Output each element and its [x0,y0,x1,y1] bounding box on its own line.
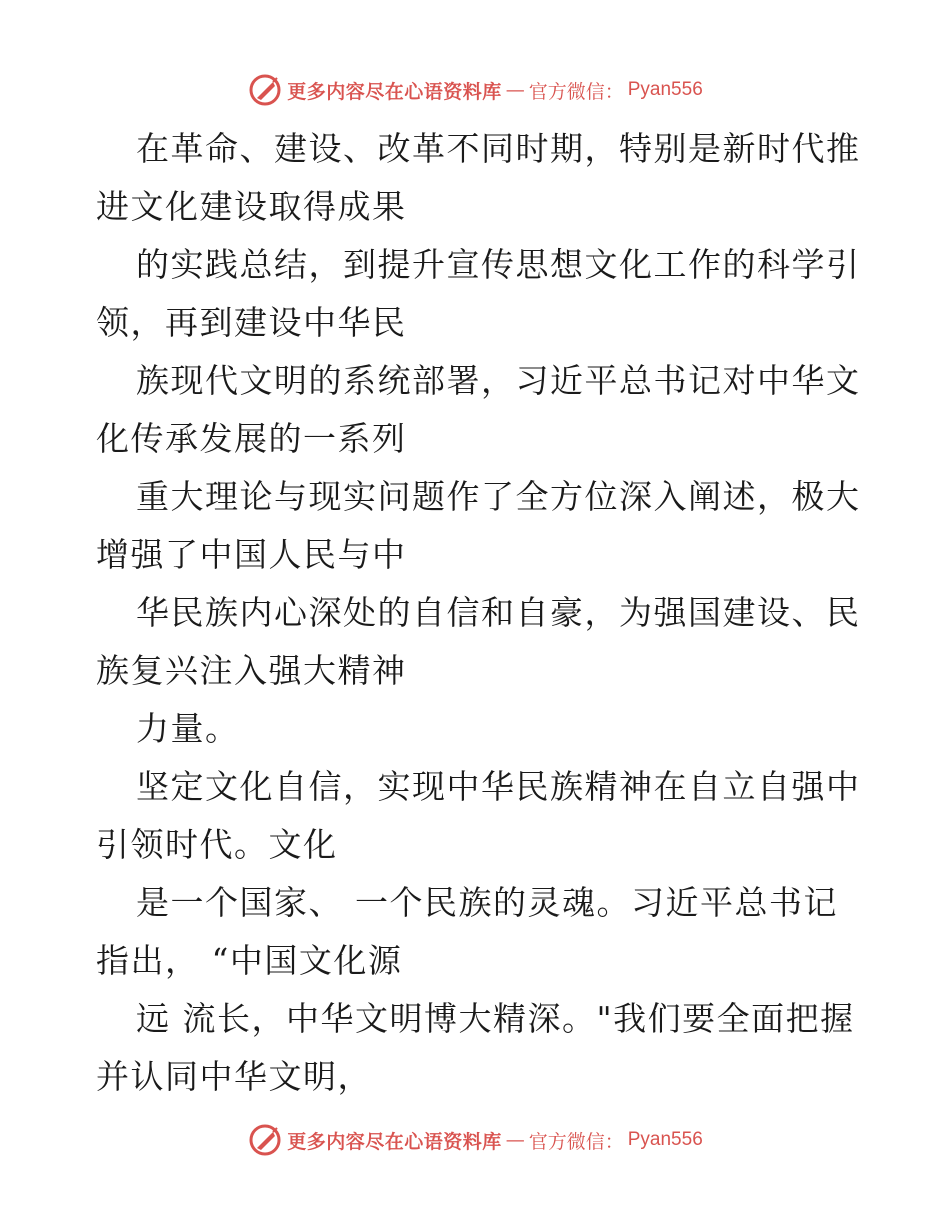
watermark-wechat-id: Pyan556 [627,79,703,100]
text-line: 指出， “中国文化源 [96,941,403,980]
text-line: 是一个国家、 一个民族的灵魂。习近平总书记 [136,883,838,922]
text-line: 在革命、建设、改革不同时期，特别是新时代推 [136,129,861,168]
watermark-text: 更多内容尽在心语资料库 [287,1130,502,1153]
watermark-separator: — [505,1129,525,1151]
watermark-text: 更多内容尽在心语资料库 [287,80,502,103]
text-line: 的实践总结，到提升宣传思想文化工作的科学引 [136,245,861,284]
text-line: 族现代文明的系统部署，习近平总书记对中华文 [136,361,861,400]
text-line: 重大理论与现实问题作了全方位深入阐述，极大 [136,477,861,516]
watermark-wechat-label: 官方微信： [528,80,624,103]
text-line: 远 流长，中华文明博大精深。"我们要全面把握 [136,999,855,1038]
text-line: 进文化建设取得成果 [96,187,407,226]
text-line: 并认同中华文明， [96,1057,372,1096]
watermark-wechat-id: Pyan556 [627,1129,703,1150]
watermark-separator: — [505,79,525,101]
text-line: 华民族内心深处的自信和自豪，为强国建设、民 [136,593,861,632]
text-line: 坚定文化自信，实现中华民族精神在自立自强中 [136,767,861,806]
text-line: 化传承发展的一系列 [96,419,407,458]
text-line: 增强了中国人民与中 [96,535,407,574]
watermark-header [0,72,950,108]
text-line: 力量。 [136,709,240,748]
text-line: 引领时代。文化 [96,825,338,864]
quill-logo-icon [247,1122,283,1158]
watermark-footer [0,1122,950,1158]
quill-logo-icon [247,72,283,108]
text-line: 领，再到建设中华民 [96,303,407,342]
text-line: 族复兴注入强大精神 [96,651,407,690]
watermark-wechat-label: 官方微信： [528,1130,624,1153]
document-body [96,120,861,1106]
